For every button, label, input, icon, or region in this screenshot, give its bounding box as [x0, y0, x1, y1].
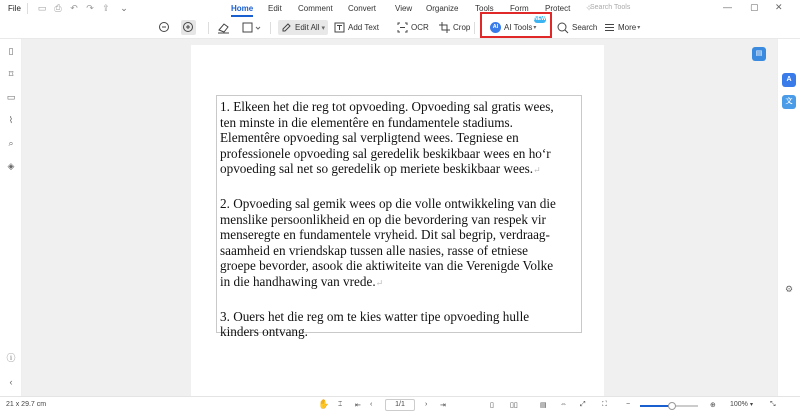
crop-label: Crop: [453, 23, 471, 32]
chevron-down-icon: ▾: [533, 25, 537, 31]
maximize-icon[interactable]: ▢: [750, 2, 759, 12]
two-page-icon[interactable]: ▯▯: [510, 402, 518, 409]
toolbar: [0, 17, 800, 39]
minimize-icon[interactable]: —: [723, 2, 732, 12]
layers-icon[interactable]: ◈: [7, 161, 15, 171]
page-size-label: 21 x 29.7 cm: [6, 401, 47, 408]
crop-icon: [439, 22, 450, 33]
comment-icon[interactable]: ▭: [6, 92, 16, 102]
fit-width-icon[interactable]: ⇔: [560, 401, 567, 408]
tab-edit[interactable]: Edit: [268, 4, 282, 13]
ai-tools-label: AI Tools: [504, 23, 533, 32]
ocr-button[interactable]: [397, 20, 429, 35]
search-label: Search: [572, 23, 598, 32]
first-page-icon[interactable]: ⇤: [355, 402, 361, 409]
add-text-icon: [334, 22, 345, 33]
tab-home[interactable]: Home: [231, 4, 254, 13]
zoom-out-button[interactable]: [158, 20, 171, 35]
new-badge: NEW: [534, 16, 546, 22]
paragraph[interactable]: 1. Elkeen het die reg tot opvoeding. Opvoeding sal gratis wees, ten minste in die elementêre en fundamentele stadiums. Elementêre opvoeding sal verpligtend wees. Tegniese en professionele opvoeding sal geredelik beskikbaar wees en ho‘r opvoeding sal net so geredelik op meriete beskikbaar wees.↵: [220, 99, 554, 177]
crop-button[interactable]: [439, 20, 470, 35]
close-icon[interactable]: ✕: [775, 2, 783, 12]
ai-icon: AI: [490, 22, 501, 33]
edit-all-label: Edit All: [295, 23, 320, 32]
chevron-down-icon: ▾: [637, 25, 641, 31]
file-menu[interactable]: File: [8, 4, 21, 13]
fit-icon[interactable]: ⤡: [770, 401, 776, 408]
add-text-button[interactable]: [334, 20, 379, 35]
tab-protect[interactable]: Protect: [545, 4, 571, 13]
chevron-down-icon[interactable]: ⌄: [120, 3, 128, 13]
lightbulb-icon: ✧: [585, 3, 593, 13]
paragraph[interactable]: 2. Opvoeding sal gemik wees op die volle ontwikkeling van die menslike persoonlikheid en op die bevordering van respek vir menseregte en fundamentele vryheid. Dit sal begrip, verdraag- saamheid en vriendskap tussen alle nasies, rasse of etniese groepe bevorder, asook die aktiwiteite van die Verenigde Volke in die handhawing van vrede.↵: [220, 195, 556, 289]
zoom-out-icon[interactable]: −: [626, 401, 631, 408]
chevron-down-icon[interactable]: ▾: [750, 402, 754, 408]
tab-tools[interactable]: Tools: [475, 4, 494, 13]
more-button[interactable]: [604, 20, 640, 35]
zoom-in-button[interactable]: [181, 20, 196, 35]
add-text-label: Add Text: [348, 23, 379, 32]
tab-convert[interactable]: Convert: [348, 4, 377, 13]
bookmark-icon[interactable]: ⌑: [8, 69, 14, 79]
rectangle-icon: [242, 21, 262, 34]
single-page-icon[interactable]: ▯: [490, 402, 494, 409]
zoom-out-icon: [158, 21, 171, 34]
pencil-icon: [281, 22, 292, 33]
text-block[interactable]: [216, 95, 582, 340]
menu-bar: [0, 0, 800, 17]
tab-comment[interactable]: Comment: [298, 4, 333, 13]
paragraph-mark: ↵: [375, 277, 384, 288]
edit-all-button[interactable]: [278, 20, 328, 35]
search-tools-input[interactable]: Search Tools: [590, 4, 631, 11]
scroll-view-icon[interactable]: ▤: [540, 402, 547, 409]
ocr-icon: [397, 22, 408, 33]
document-page[interactable]: [191, 45, 604, 396]
tab-form[interactable]: Form: [510, 4, 529, 13]
search-button[interactable]: [557, 20, 597, 35]
right-sidebar: [777, 39, 800, 396]
hand-tool-icon[interactable]: ✋: [318, 399, 330, 409]
zoom-slider-handle[interactable]: [668, 402, 676, 410]
chevron-down-icon: ▾: [321, 24, 325, 32]
paragraph-mark: ↵: [533, 165, 541, 176]
zoom-in-icon: [182, 21, 195, 34]
translate-icon[interactable]: 文: [782, 95, 796, 109]
next-page-icon[interactable]: ›: [425, 401, 428, 408]
settings-icon[interactable]: ⚙: [784, 284, 794, 294]
highlight-button[interactable]: [217, 20, 230, 35]
more-label: More: [618, 23, 637, 32]
eraser-icon: [217, 21, 230, 34]
zoom-level[interactable]: 100%: [730, 401, 748, 408]
page-thumbnail-icon[interactable]: ▯: [8, 46, 14, 56]
paragraph[interactable]: 3. Ouers het die reg om te kies watter tipe opvoeding hulle kinders ontvang.: [220, 308, 530, 340]
undo-icon[interactable]: ↶: [70, 3, 78, 13]
help-icon[interactable]: ⓘ: [6, 353, 16, 363]
chevron-left-icon[interactable]: ‹: [9, 377, 13, 387]
fit-page-icon[interactable]: ⤢: [580, 401, 586, 408]
attachment-icon[interactable]: ⌇: [8, 115, 14, 125]
search-icon: [557, 22, 569, 34]
shape-button[interactable]: [242, 20, 262, 35]
document-canvas[interactable]: [22, 39, 777, 396]
previous-page-icon[interactable]: ‹: [370, 401, 373, 408]
divider: [208, 22, 209, 34]
tab-organize[interactable]: Organize: [426, 4, 459, 13]
menu-icon: [604, 22, 615, 33]
zoom-in-icon[interactable]: ⊕: [710, 402, 716, 409]
ai-icon[interactable]: A: [782, 73, 796, 87]
search-icon[interactable]: ⌕: [8, 138, 14, 148]
fullscreen-icon[interactable]: ⛶: [602, 401, 607, 408]
share-icon[interactable]: ⇪: [102, 3, 110, 13]
redo-icon[interactable]: ↷: [86, 3, 94, 13]
divider: [27, 3, 28, 14]
divider: [270, 22, 271, 34]
select-tool-icon[interactable]: ⌶: [338, 401, 343, 408]
new-doc-icon[interactable]: ▭: [37, 3, 47, 13]
left-sidebar: [0, 39, 22, 396]
tab-view[interactable]: View: [395, 4, 413, 13]
divider: [474, 22, 475, 34]
ai-assistant-float-icon[interactable]: ▤: [752, 47, 766, 61]
status-bar: [0, 396, 800, 413]
last-page-icon[interactable]: ⇥: [440, 402, 446, 409]
print-icon[interactable]: ⎙: [54, 3, 62, 13]
page-number-input[interactable]: 1/1: [385, 399, 415, 411]
ocr-label: OCR: [411, 23, 429, 32]
